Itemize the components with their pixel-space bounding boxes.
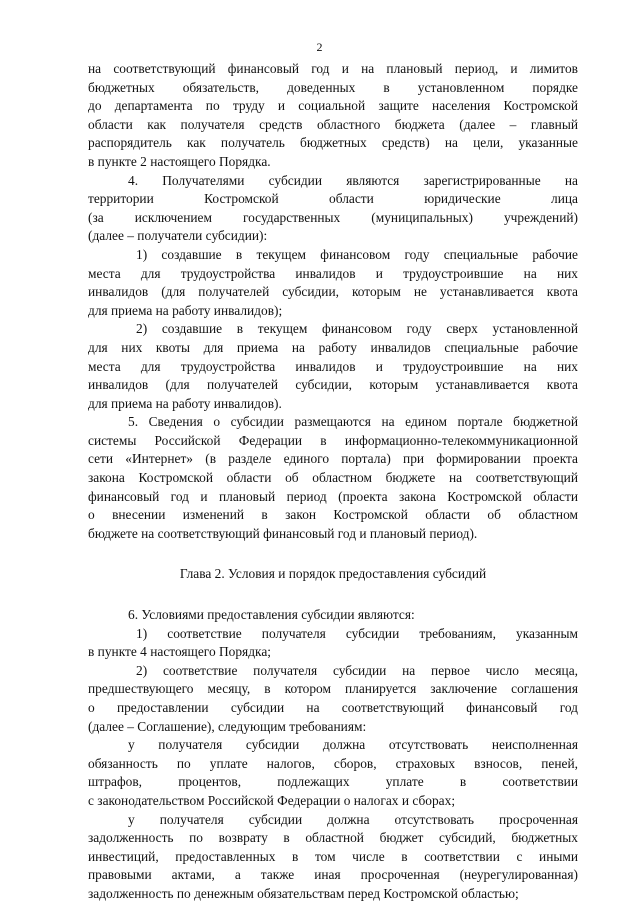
paragraph-start: 2) соответствие получателя субсидии на первое число месяца,	[136, 662, 578, 678]
document-body	[88, 60, 578, 904]
page-number: 2	[316, 40, 323, 54]
paragraph-start: у получателя субсидии должна отсутствовать неисполненная	[128, 737, 578, 753]
text-line: правовыми актами, а также иная просроченная (неурегулированная)	[88, 867, 578, 883]
paragraph-start: 2) создавшие в текущем финансовом году сверх установленной	[136, 321, 578, 337]
text-line: предшествующего месяцу, в котором планируется заключение соглашения	[88, 681, 578, 697]
text-line: территории Костромской области юридические лица	[88, 191, 578, 207]
text-line: инвалидов (для получателей субсидии, которым устанавливается квота	[88, 377, 578, 393]
text-line: для них квоты для приема на работу инвалидов специальные рабочие	[88, 339, 578, 355]
text-line: закона Костромской области об областном бюджете на соответствующий	[88, 470, 578, 486]
chapter-heading: Глава 2. Условия и порядок предоставления субсидий	[179, 566, 487, 582]
text-line: обязанность по уплате налогов, сборов, страховых взносов, пеней,	[88, 755, 578, 771]
text-line: бюджетных обязательств, доведенных в установленном порядке	[88, 79, 578, 95]
text-line: для приема на работу инвалидов).	[88, 395, 282, 411]
paragraph-start: 6. Условиями предоставления субсидии являются:	[128, 607, 415, 623]
text-line: финансовый год и плановый период (проекта закона Костромской области	[88, 488, 578, 504]
text-line: в пункте 2 настоящего Порядка.	[88, 153, 271, 169]
text-line: сети «Интернет» (в разделе единого портала) при формировании проекта	[88, 451, 578, 467]
text-line: области как получателя средств областного бюджета (далее – главный	[88, 116, 578, 132]
paragraph-start: 1) соответствие получателя субсидии требованиям, указанным	[136, 625, 578, 641]
text-line: места для трудоустройства инвалидов и трудоустроившие на них	[88, 358, 578, 374]
paragraph-start: 1) создавшие в текущем финансовом году специальные рабочие	[136, 246, 578, 262]
text-line: бюджете на соответствующий финансовый год и плановый период).	[88, 525, 478, 541]
text-line: задолженность по денежным обязательствам перед Костромской областью;	[88, 885, 519, 901]
text-line: системы Российской Федерации в информационно-телекоммуникационной	[88, 432, 578, 448]
text-line: с законодательством Российской Федерации о налогах и сборах;	[88, 792, 456, 808]
text-line: инвалидов (для получателей субсидии, которым не устанавливается квота	[88, 284, 578, 300]
text-line: в пункте 4 настоящего Порядка;	[88, 644, 271, 660]
text-line: (далее – получатели субсидии):	[88, 228, 268, 244]
text-line: о предоставлении субсидии на соответствующий финансовый год	[88, 700, 578, 715]
paragraph-start: 4. Получателями субсидии являются зарегистрированные на	[128, 172, 578, 188]
text-line: (далее – Соглашение), следующим требованиям:	[88, 718, 367, 734]
text-line: распорядитель как получатель бюджетных средств) на цели, указанные	[88, 135, 578, 151]
text-line: на соответствующий финансовый год и на плановый период, и лимитов	[88, 61, 578, 76]
text-line: инвестиций, предоставленных в том числе в соответствии с иными	[88, 848, 578, 864]
text-line: (за исключением государственных (муниципальных) учреждений)	[88, 209, 578, 225]
text-line: задолженность по возврату в областной бюджет субсидий, бюджетных	[88, 830, 578, 846]
text-line: для приема на работу инвалидов);	[88, 302, 283, 318]
text-line: штрафов, процентов, подлежащих уплате в соответствии	[88, 774, 578, 790]
text-line: до департамента по труду и социальной защите населения Костромской	[88, 98, 578, 114]
text-line: места для трудоустройства инвалидов и трудоустроившие на них	[88, 265, 578, 281]
text-line: о внесении изменений в закон Костромской области об областном	[88, 507, 578, 523]
paragraph-start: у получателя субсидии должна отсутствовать просроченная	[128, 811, 578, 827]
paragraph-start: 5. Сведения о субсидии размещаются на едином портале бюджетной	[128, 414, 578, 430]
